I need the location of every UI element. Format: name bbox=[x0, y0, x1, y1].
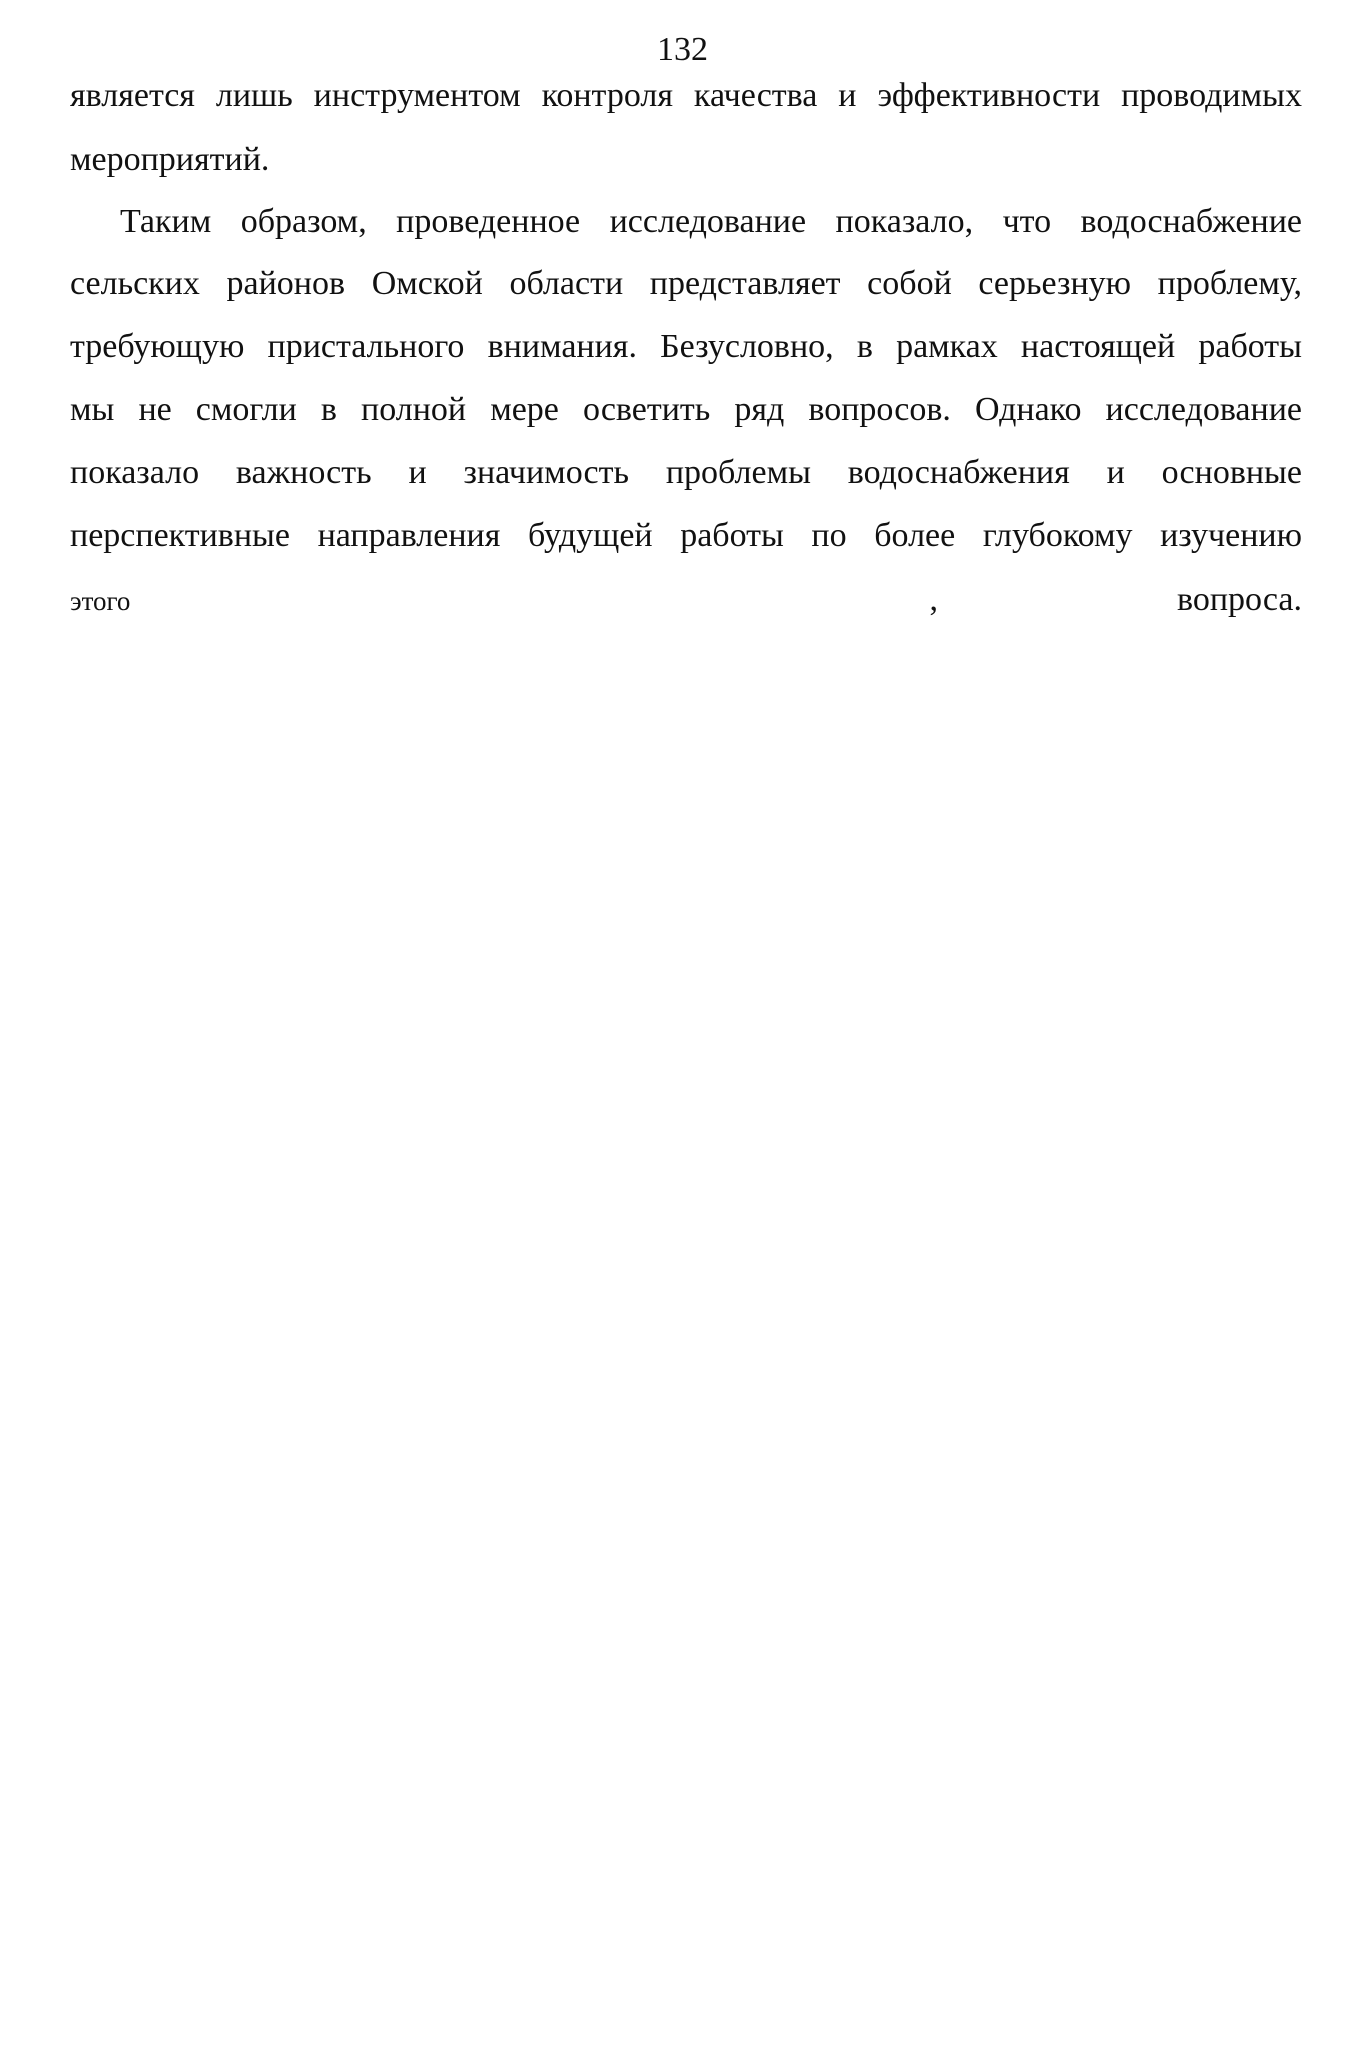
text-line: перспективные направления будущей работы по более глубокому изучению bbox=[70, 517, 1302, 554]
text-line: требующую пристального внимания. Безусловно, в рамках настоящей работы bbox=[70, 328, 1302, 365]
paragraph-last-line bbox=[70, 580, 1302, 621]
last-line-start: этого bbox=[70, 586, 131, 616]
text-line: является лишь инструментом контроля качества и эффективности проводимых bbox=[70, 77, 1302, 114]
last-line-end: вопроса. bbox=[1177, 581, 1302, 618]
stray-mark: , bbox=[929, 581, 938, 618]
text-line: показало важность и значимость проблемы водоснабжения и основные bbox=[70, 454, 1302, 491]
text-line: мы не смогли в полной мере осветить ряд вопросов. Однако исследование bbox=[70, 391, 1302, 428]
paragraph-first-line: Таким образом, проведенное исследование показало, что водоснабжение bbox=[120, 203, 1302, 240]
text-line: сельских районов Омской области представляет собой серьезную проблему, bbox=[70, 265, 1302, 302]
text-line: мероприятий. bbox=[70, 141, 270, 178]
page-number: 132 bbox=[657, 31, 708, 68]
